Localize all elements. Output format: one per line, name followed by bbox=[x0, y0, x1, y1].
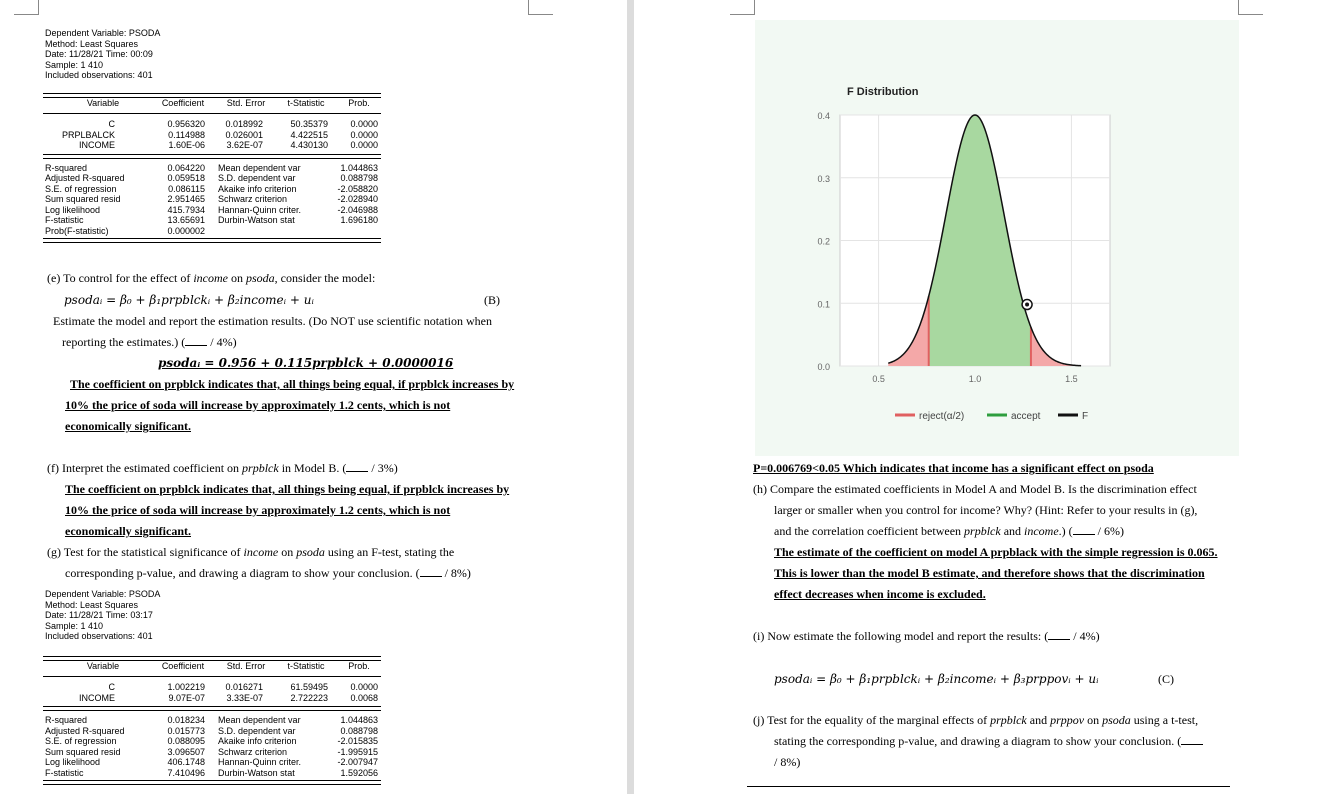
output-header-line: Sample: 1 410 bbox=[45, 59, 104, 70]
stat-value: 415.7934 bbox=[167, 204, 205, 215]
stat-value: 0.018234 bbox=[167, 715, 205, 725]
stat-value: 0.059518 bbox=[167, 173, 205, 183]
stat-label: R-squared bbox=[45, 162, 88, 173]
table-cell: C bbox=[108, 119, 115, 129]
table-header-rule bbox=[43, 676, 381, 677]
x-tick-label: 0.5 bbox=[872, 374, 885, 384]
table-cell: 4.422515 bbox=[290, 129, 328, 140]
f-statistic-marker-dot bbox=[1025, 303, 1029, 307]
stat-label: Durbin-Watson stat bbox=[218, 215, 295, 225]
question-j-line3: / 8%) bbox=[774, 755, 801, 769]
model-b-equation: psodaᵢ = β₀ + β₁prpblckᵢ + β₂incomeᵢ + uᵢ bbox=[64, 293, 314, 307]
question-g-line1: (g) Test for the statistical significance of income on psoda using an F-test, stating the bbox=[47, 545, 455, 559]
stat-value: -2.028940 bbox=[337, 194, 378, 204]
column-header: t-Statistic bbox=[287, 98, 325, 108]
stat-value: 1.696180 bbox=[340, 215, 378, 225]
question-e-instruction: Estimate the model and report the estimation results. (Do NOT use scientific notation when bbox=[53, 314, 493, 328]
stat-value: 0.064220 bbox=[167, 162, 205, 173]
output-header-line: Sample: 1 410 bbox=[45, 620, 104, 631]
table-cell: 0.0000 bbox=[350, 129, 378, 140]
stat-label: S.D. dependent var bbox=[218, 725, 296, 736]
table-bottom-rule bbox=[43, 780, 381, 785]
stat-value: 0.086115 bbox=[168, 183, 205, 194]
page-bottom-rule bbox=[747, 786, 1230, 787]
table-mid-rule bbox=[43, 154, 381, 159]
column-header: Std. Error bbox=[226, 661, 266, 671]
stat-label: F-statistic bbox=[45, 215, 84, 225]
column-header: Variable bbox=[86, 661, 120, 671]
x-tick-label: 1.0 bbox=[968, 374, 982, 384]
stat-value: -1.995915 bbox=[337, 746, 378, 757]
stat-value: -2.007947 bbox=[337, 757, 378, 767]
table-cell: 0.018992 bbox=[225, 119, 263, 129]
question-e-intro: (e) To control for the effect of income on psoda, consider the model: bbox=[47, 271, 376, 285]
y-tick-label: 0.0 bbox=[817, 362, 830, 372]
answer-e-line: 10% the price of soda will increase by approximately 1.2 cents, which is not bbox=[65, 398, 451, 412]
stat-value: 0.088095 bbox=[167, 736, 205, 746]
output-header-line: Included observations: 401 bbox=[45, 631, 153, 641]
output-header-line: Dependent Variable: PSODA bbox=[45, 589, 161, 599]
model-b-header bbox=[45, 589, 160, 642]
stat-value: 0.088798 bbox=[340, 173, 378, 183]
table-cell: 0.956320 bbox=[167, 119, 205, 129]
table-cell: 61.59495 bbox=[290, 682, 328, 692]
model-c-label: (C) bbox=[1158, 672, 1174, 686]
stat-value: -2.015835 bbox=[337, 736, 378, 746]
stat-value: 0.015773 bbox=[167, 725, 205, 736]
column-header: Prob. bbox=[348, 98, 370, 108]
question-f: (f) Interpret the estimated coefficient on prpblck in Model B. ( / 3%) bbox=[47, 461, 398, 475]
stat-value: 2.951465 bbox=[167, 194, 205, 204]
model-b-estimated-equation: psodaᵢ = 0.956 + 0.115prpblck + 0.0000016 bbox=[158, 356, 454, 370]
stat-label: Akaike info criterion bbox=[218, 736, 297, 746]
column-header: t-Statistic bbox=[287, 661, 325, 671]
question-h-line: (h) Compare the estimated coefficients in Model A and Model B. Is the discrimination effect bbox=[753, 482, 1197, 496]
table-cell: 0.0000 bbox=[350, 119, 378, 129]
stat-value: -2.046988 bbox=[337, 204, 378, 215]
stat-value: 7.410496 bbox=[167, 767, 205, 778]
answer-h-line: The estimate of the coefficient on model A prpblack with the simple regression is 0.065. bbox=[774, 545, 1218, 559]
stat-label: Sum squared resid bbox=[45, 194, 121, 204]
stat-label: Prob(F-statistic) bbox=[45, 225, 109, 236]
question-h-line: larger or smaller when you control for income? Why? (Hint: Refer to your results in (g), bbox=[774, 503, 1198, 517]
answer-f-line: The coefficient on prpblck indicates that, all things being equal, if prpblck increases by bbox=[65, 482, 510, 496]
stat-label: Schwarz criterion bbox=[218, 746, 288, 757]
column-header: Variable bbox=[86, 98, 120, 108]
stat-label: S.E. of regression bbox=[45, 736, 117, 746]
stat-value: 1.592056 bbox=[340, 767, 378, 778]
legend-label: reject(α/2) bbox=[919, 411, 965, 422]
stat-label: Schwarz criterion bbox=[218, 194, 288, 204]
stat-value: 13.65691 bbox=[167, 215, 205, 225]
table-cell: 4.430130 bbox=[290, 140, 328, 150]
output-header-line: Date: 11/28/21 Time: 03:17 bbox=[45, 610, 153, 620]
question-j-line2: stating the corresponding p-value, and drawing a diagram to show your conclusion. ( bbox=[774, 731, 1203, 752]
question-g-line2: corresponding p-value, and drawing a diagram to show your conclusion. ( / 8%) bbox=[65, 566, 471, 580]
answer-h-line: effect decreases when income is excluded. bbox=[774, 587, 986, 601]
x-tick-label: 1.5 bbox=[1065, 374, 1078, 384]
y-tick-label: 0.2 bbox=[817, 236, 830, 247]
f-distribution-chart bbox=[755, 20, 1239, 456]
question-e-points: reporting the estimates.) ( / 4%) bbox=[62, 335, 237, 349]
stat-label: S.D. dependent var bbox=[218, 173, 296, 183]
p-value-conclusion: P=0.006769<0.05 Which indicates that income has a significant effect on psoda bbox=[753, 461, 1154, 475]
output-header-line: Dependent Variable: PSODA bbox=[45, 28, 161, 38]
crop-mark bbox=[14, 0, 39, 15]
answer-f-line: economically significant. bbox=[65, 524, 191, 538]
model-b-table bbox=[43, 656, 381, 794]
stat-label: F-statistic bbox=[45, 767, 84, 778]
column-header: Coefficient bbox=[161, 98, 205, 108]
stat-value: 406.1748 bbox=[167, 757, 205, 767]
table-cell: 0.114988 bbox=[168, 129, 205, 140]
chart-title: F Distribution bbox=[847, 86, 919, 98]
answer-f-line: 10% the price of soda will increase by approximately 1.2 cents, which is not bbox=[65, 503, 451, 517]
stat-label: Mean dependent var bbox=[218, 715, 301, 725]
table-cell: 3.62E-07 bbox=[226, 140, 263, 150]
table-cell: 9.07E-07 bbox=[168, 692, 205, 703]
stat-label: Sum squared resid bbox=[45, 746, 121, 757]
column-header: Coefficient bbox=[161, 661, 205, 671]
left-page bbox=[0, 0, 627, 794]
table-cell: INCOME bbox=[79, 140, 115, 150]
stat-value: 0.088798 bbox=[340, 725, 378, 736]
model-b-label: (B) bbox=[484, 293, 500, 307]
table-cell: 1.60E-06 bbox=[168, 140, 205, 150]
output-header-line: Method: Least Squares bbox=[45, 599, 139, 610]
f-distribution-svg bbox=[755, 20, 1239, 456]
table-cell: 2.722223 bbox=[290, 692, 328, 703]
output-header-line: Date: 11/28/21 Time: 00:09 bbox=[45, 49, 153, 59]
column-header: Prob. bbox=[348, 661, 370, 671]
stat-label: R-squared bbox=[45, 715, 88, 725]
table-cell: 0.0000 bbox=[350, 682, 378, 692]
crop-mark bbox=[528, 0, 553, 15]
y-tick-label: 0.1 bbox=[817, 299, 830, 310]
stat-value: 3.096507 bbox=[167, 746, 205, 757]
stat-label: Adjusted R-squared bbox=[45, 725, 125, 736]
stat-label: Hannan-Quinn criter. bbox=[218, 204, 302, 215]
stat-label: Akaike info criterion bbox=[218, 183, 297, 194]
y-tick-label: 0.4 bbox=[817, 111, 830, 121]
stat-label: Durbin-Watson stat bbox=[218, 767, 295, 778]
answer-e-line: The coefficient on prpblck indicates that, all things being equal, if prpblck increases by bbox=[70, 377, 515, 391]
legend-label: F bbox=[1082, 411, 1089, 422]
table-cell: 0.0068 bbox=[350, 692, 378, 703]
table-mid-rule bbox=[43, 706, 381, 711]
output-header-line: Included observations: 401 bbox=[45, 70, 153, 80]
stat-label: Hannan-Quinn criter. bbox=[218, 757, 302, 767]
stat-label: Mean dependent var bbox=[218, 162, 301, 173]
stat-value: 1.044863 bbox=[340, 162, 378, 173]
legend-label: accept bbox=[1011, 411, 1041, 422]
table-cell: C bbox=[108, 682, 115, 692]
crop-mark bbox=[730, 0, 755, 15]
table-cell: 0.0000 bbox=[350, 140, 378, 150]
table-cell: INCOME bbox=[79, 692, 115, 703]
table-cell: 3.33E-07 bbox=[226, 692, 263, 703]
stat-label: Adjusted R-squared bbox=[45, 173, 125, 183]
y-tick-label: 0.3 bbox=[817, 173, 830, 184]
model-a-table bbox=[43, 93, 381, 253]
stat-value: -2.058820 bbox=[337, 183, 378, 194]
table-cell: 50.35379 bbox=[290, 119, 328, 129]
model-c-equation: psodaᵢ = β₀ + β₁prpblckᵢ + β₂incomeᵢ + β₃prppovᵢ + uᵢ bbox=[774, 672, 1099, 686]
table-bottom-rule bbox=[43, 238, 381, 243]
stat-label: Log likelihood bbox=[45, 757, 101, 767]
table-cell: 1.002219 bbox=[167, 682, 205, 692]
output-header-line: Method: Least Squares bbox=[45, 38, 139, 49]
crop-mark bbox=[1238, 0, 1263, 15]
table-cell: 0.016271 bbox=[225, 682, 263, 692]
table-header-rule bbox=[43, 113, 381, 114]
question-j-line1: (j) Test for the equality of the marginal effects of prpblck and prppov on psoda using a t-test, bbox=[753, 713, 1199, 727]
stat-label: Log likelihood bbox=[45, 204, 101, 215]
stat-label: S.E. of regression bbox=[45, 183, 117, 194]
table-cell: PRPLBALCK bbox=[61, 129, 115, 140]
stat-value: 0.000002 bbox=[167, 225, 205, 236]
stat-value: 1.044863 bbox=[340, 715, 378, 725]
answer-e-line: economically significant. bbox=[65, 419, 191, 433]
question-i: (i) Now estimate the following model and report the results: ( / 4%) bbox=[753, 629, 1100, 643]
column-header: Std. Error bbox=[226, 98, 266, 108]
answer-h-line: This is lower than the model B estimate, and therefore shows that the discrimination bbox=[774, 566, 1205, 580]
model-a-header bbox=[45, 28, 160, 81]
table-cell: 0.026001 bbox=[225, 129, 263, 140]
question-h-line3: and the correlation coefficient between prpblck and income.) ( / 6%) bbox=[774, 524, 1124, 538]
